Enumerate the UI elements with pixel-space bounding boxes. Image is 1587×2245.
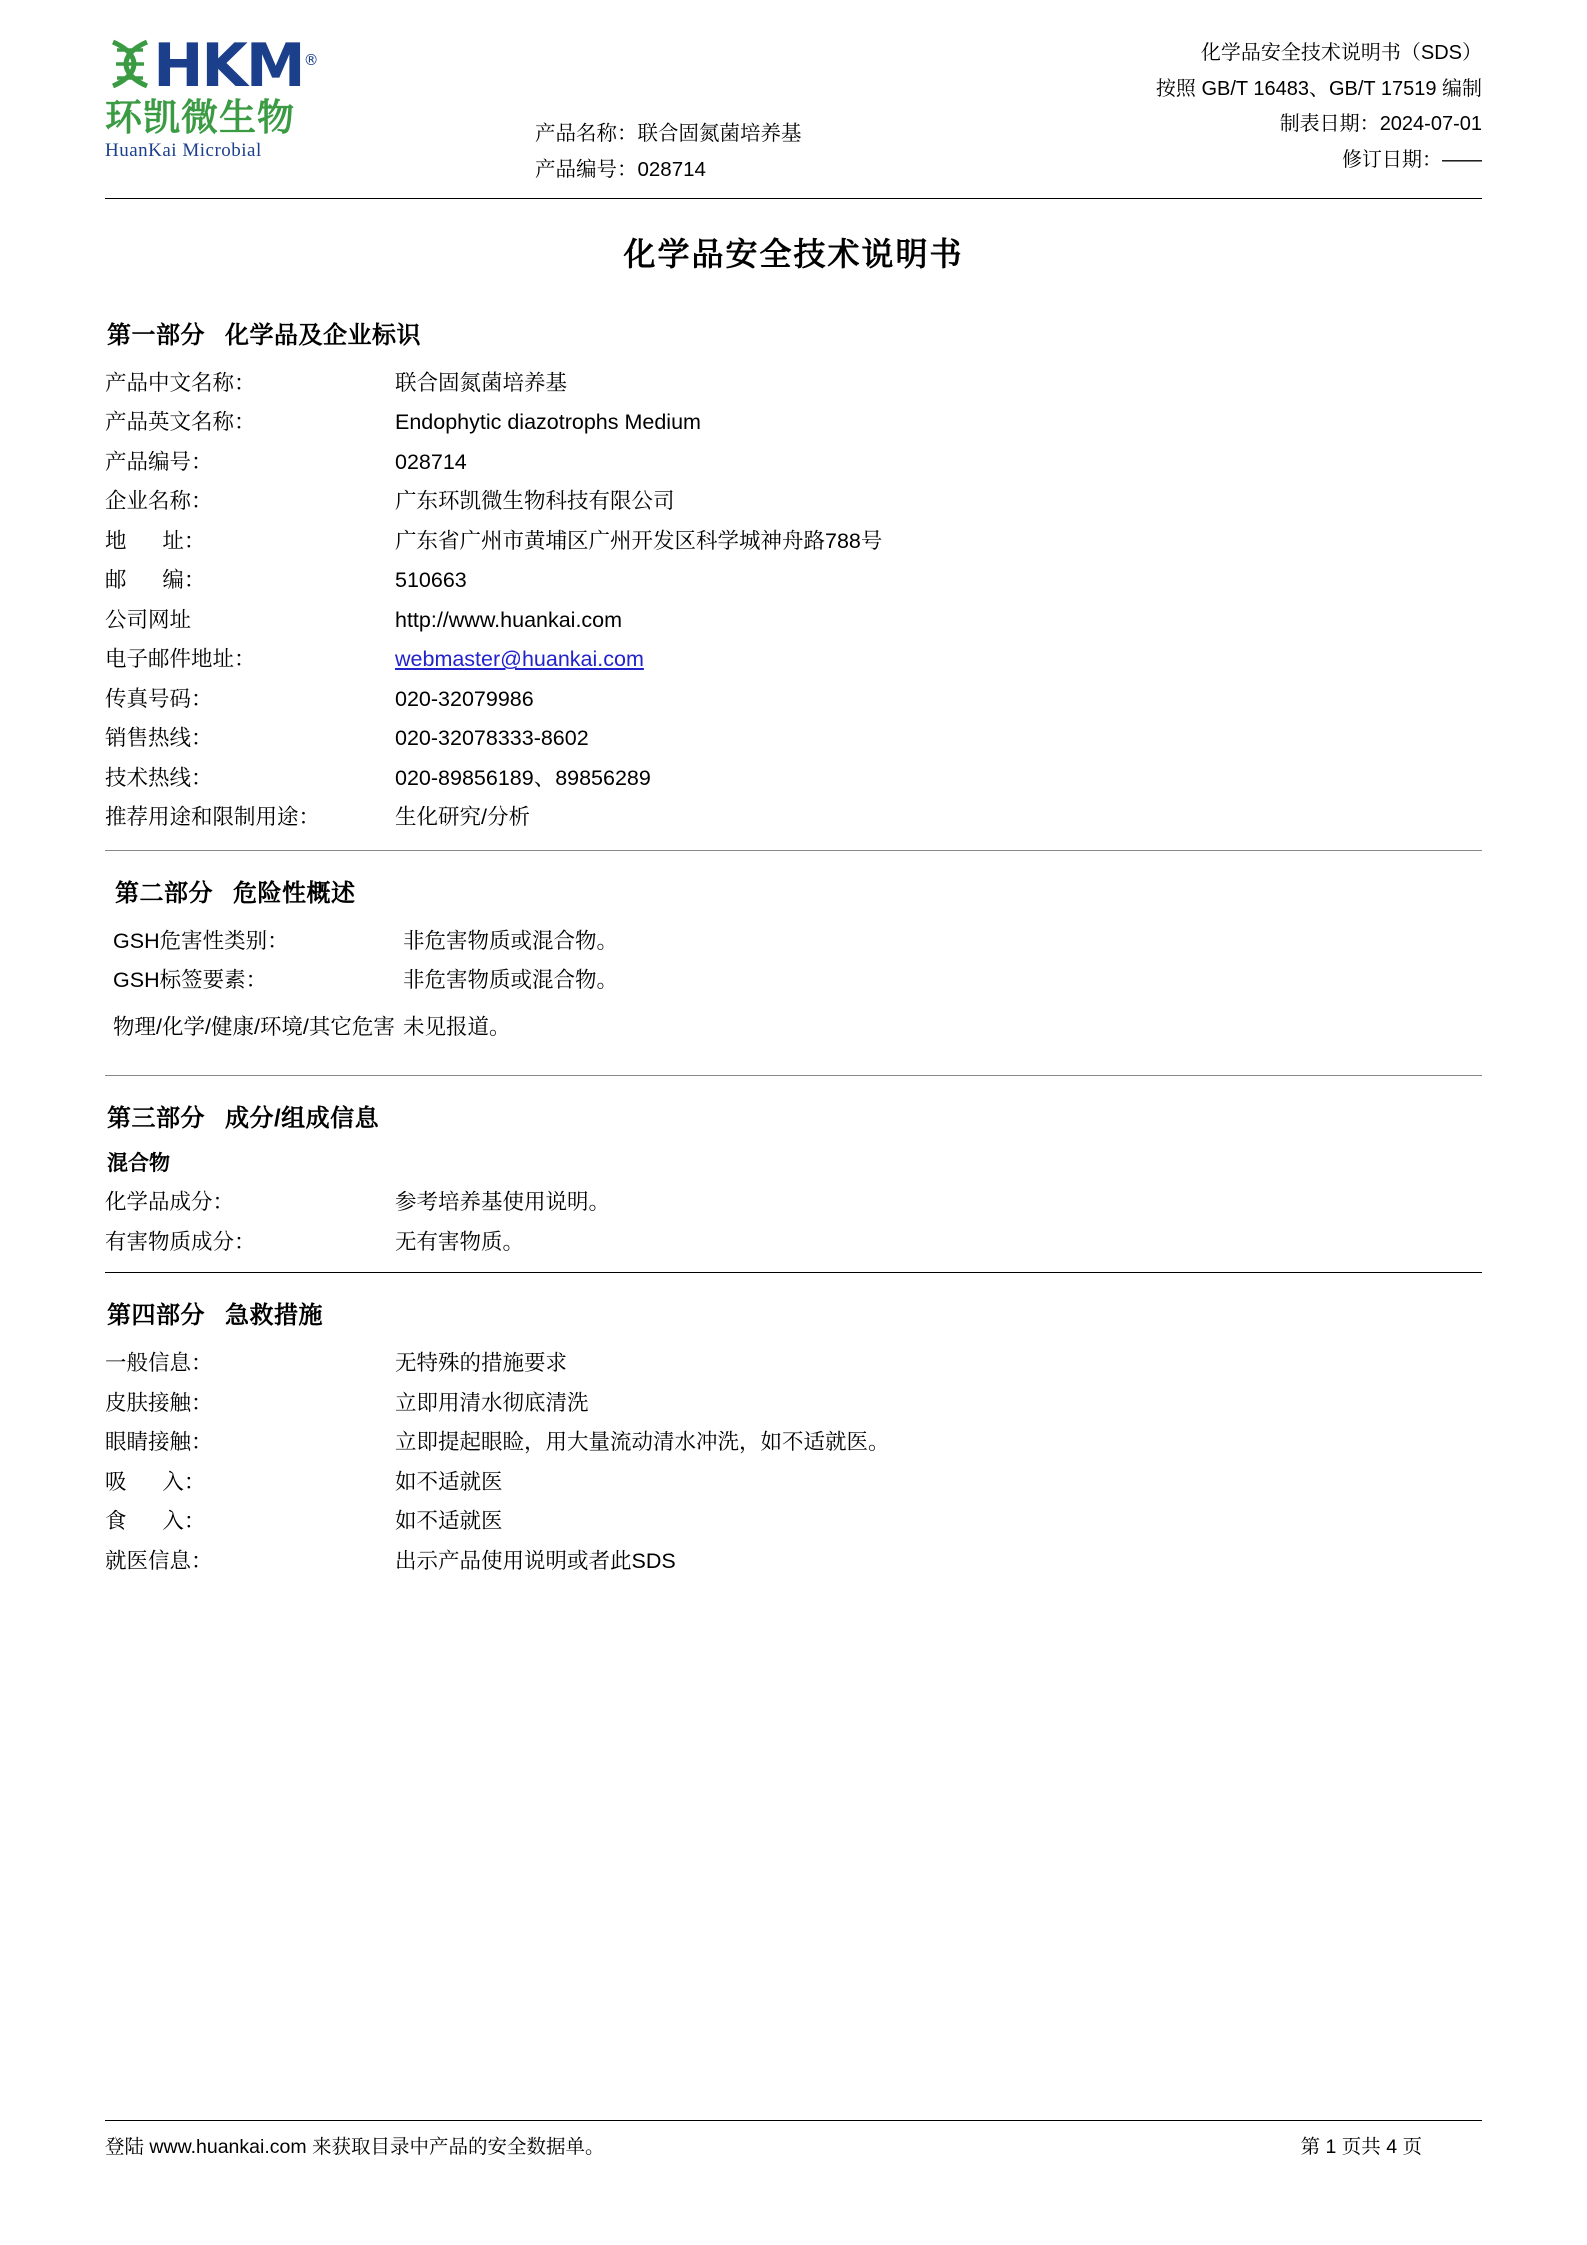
section-2-divider <box>105 1075 1482 1076</box>
field-row <box>113 961 1482 1001</box>
field-label: 公司网址 <box>105 607 192 632</box>
field-value: 生化研究/分析 <box>395 805 530 830</box>
field-label: 产品编号： <box>105 449 213 474</box>
section-4-title <box>107 1295 1482 1330</box>
field-value <box>395 649 1482 671</box>
section-3-heading: 成分/组成信息 <box>225 1105 380 1133</box>
field-row <box>113 1001 1482 1048</box>
field-row <box>105 1502 1482 1542</box>
header-issue-date-line <box>1052 107 1482 143</box>
field-row <box>105 1423 1482 1463</box>
field-row <box>105 601 1482 641</box>
section-2-number: 第二部分 <box>115 879 213 907</box>
field-label: 企业名称： <box>105 489 213 514</box>
field-row <box>105 680 1482 720</box>
section-4-number: 第四部分 <box>107 1302 205 1330</box>
field-row <box>105 1344 1482 1384</box>
section-3-divider <box>105 1272 1482 1273</box>
field-value: 020-32078333-8602 <box>395 726 589 751</box>
section-2-heading: 危险性概述 <box>233 879 356 907</box>
section-3-title <box>107 1098 1482 1133</box>
document-footer <box>105 2120 1482 2159</box>
company-logo <box>105 28 435 162</box>
registered-mark: ® <box>303 51 317 69</box>
section-1 <box>105 315 1482 838</box>
logo-hkm-text: HKM <box>153 31 304 101</box>
field-value: 广东环凯微生物科技有限公司 <box>395 489 675 514</box>
field-label: GSH标签要素： <box>113 968 268 993</box>
field-value: 020-89856189、89856289 <box>395 765 651 790</box>
field-value: 非危害物质或混合物。 <box>403 928 619 953</box>
field-row <box>113 922 1482 962</box>
field-value: 如不适就医 <box>395 1469 503 1494</box>
field-label: 邮 编： <box>105 568 206 593</box>
field-value: 立即用清水彻底清洗 <box>395 1390 589 1415</box>
field-value: 立即提起眼睑，用大量流动清水冲洗，如不适就医。 <box>395 1430 890 1455</box>
header-product-code-label: 产品编号： <box>535 157 638 181</box>
field-value: 非危害物质或混合物。 <box>403 968 619 993</box>
header-meta-info <box>1052 28 1482 178</box>
header-revision-date-line <box>1052 143 1482 179</box>
section-3-number: 第三部分 <box>107 1105 205 1133</box>
field-row <box>105 364 1482 404</box>
field-value: 广东省广州市黄埔区广州开发区科学城神舟路788号 <box>395 528 883 553</box>
header-product-code-value: 028714 <box>637 157 706 181</box>
field-row <box>105 522 1482 562</box>
field-row <box>105 1463 1482 1503</box>
header-product-code-line <box>535 152 1052 188</box>
field-label: 眼睛接触： <box>105 1430 213 1455</box>
field-label: 一般信息： <box>105 1351 213 1376</box>
footer-divider <box>105 2120 1482 2121</box>
field-row <box>105 798 1482 838</box>
logo-latin-text <box>105 31 317 101</box>
field-value: 020-32079986 <box>395 686 534 711</box>
section-1-title <box>107 315 1482 350</box>
field-row <box>105 561 1482 601</box>
field-row <box>105 1183 1482 1223</box>
field-label: 化学品成分： <box>105 1190 235 1215</box>
email-link[interactable]: webmaster@huankai.com <box>395 647 644 672</box>
field-value: 510663 <box>395 568 467 593</box>
section-1-number: 第一部分 <box>107 321 205 349</box>
section-1-divider <box>105 850 1482 851</box>
dna-helix-icon <box>107 38 199 90</box>
field-label: 技术热线： <box>105 765 213 790</box>
header-divider <box>105 198 1482 199</box>
field-row <box>105 1542 1482 1582</box>
field-value: 无特殊的措施要求 <box>395 1351 568 1376</box>
section-1-heading: 化学品及企业标识 <box>225 321 421 349</box>
header-product-info <box>435 28 1052 188</box>
header-issue-date-value: 2024-07-01 <box>1379 113 1482 136</box>
field-label: 电子邮件地址： <box>105 647 256 672</box>
field-value: 未见报道。 <box>403 1014 511 1039</box>
field-value: 028714 <box>395 449 467 474</box>
header-product-name-value: 联合固氮菌培养基 <box>637 122 802 145</box>
field-label: 销售热线： <box>105 726 213 751</box>
field-label: 吸 入： <box>105 1469 206 1494</box>
field-row <box>105 759 1482 799</box>
field-row <box>105 482 1482 522</box>
field-label: 物理/化学/健康/环境/其它危害 <box>113 1014 395 1039</box>
field-value: http://www.huankai.com <box>395 607 623 632</box>
document-header <box>105 28 1482 194</box>
field-value: 参考培养基使用说明。 <box>395 1190 611 1215</box>
footer-page-number: 第 1 页共 4 页 <box>1300 2136 1422 2158</box>
section-3-subheading: 混合物 <box>107 1152 170 1176</box>
logo-english-name: HuanKai Microbial <box>105 139 262 161</box>
field-row <box>105 1223 1482 1263</box>
field-label: 就医信息： <box>105 1548 213 1573</box>
field-label: GSH危害性类别： <box>113 928 289 953</box>
section-2-title <box>115 873 1482 908</box>
field-label: 产品英文名称： <box>105 410 256 435</box>
section-3 <box>105 1098 1482 1262</box>
header-standard-ref: 按照 GB/T 16483、GB/T 17519 编制 <box>1155 77 1482 100</box>
field-value: 无有害物质。 <box>395 1229 525 1254</box>
field-label: 食 入： <box>105 1509 206 1534</box>
section-4 <box>105 1295 1482 1581</box>
footer-note: 登陆 www.huankai.com 来获取目录中产品的安全数据单。 <box>105 2136 605 2158</box>
page-title: 化学品安全技术说明书 <box>623 235 964 272</box>
field-row <box>105 443 1482 483</box>
header-product-name-label: 产品名称： <box>535 122 638 145</box>
field-row-email <box>105 640 1482 680</box>
logo-chinese-name: 环凯微生物 <box>105 97 295 138</box>
field-value: 如不适就医 <box>395 1509 503 1534</box>
field-row <box>105 1384 1482 1424</box>
field-label: 产品中文名称： <box>105 370 256 395</box>
header-issue-date-label: 制表日期： <box>1279 113 1380 136</box>
field-label: 地 址： <box>105 528 206 553</box>
header-sds-title: 化学品安全技术说明书（SDS） <box>1200 42 1482 64</box>
header-revision-date-label: 修订日期： <box>1342 148 1442 171</box>
field-value: Endophytic diazotrophs Medium <box>395 410 701 435</box>
field-label: 皮肤接触： <box>105 1390 213 1415</box>
field-row <box>105 403 1482 443</box>
field-label: 推荐用途和限制用途： <box>105 805 321 830</box>
field-label: 传真号码： <box>105 686 213 711</box>
section-2 <box>105 873 1482 1048</box>
field-row <box>105 719 1482 759</box>
header-product-name-line <box>535 116 1052 152</box>
header-revision-date-value: —— <box>1442 148 1482 171</box>
section-4-heading: 急救措施 <box>225 1302 323 1330</box>
field-label: 有害物质成分： <box>105 1229 256 1254</box>
field-value: 联合固氮菌培养基 <box>395 370 568 395</box>
field-value: 出示产品使用说明或者此SDS <box>395 1548 676 1573</box>
